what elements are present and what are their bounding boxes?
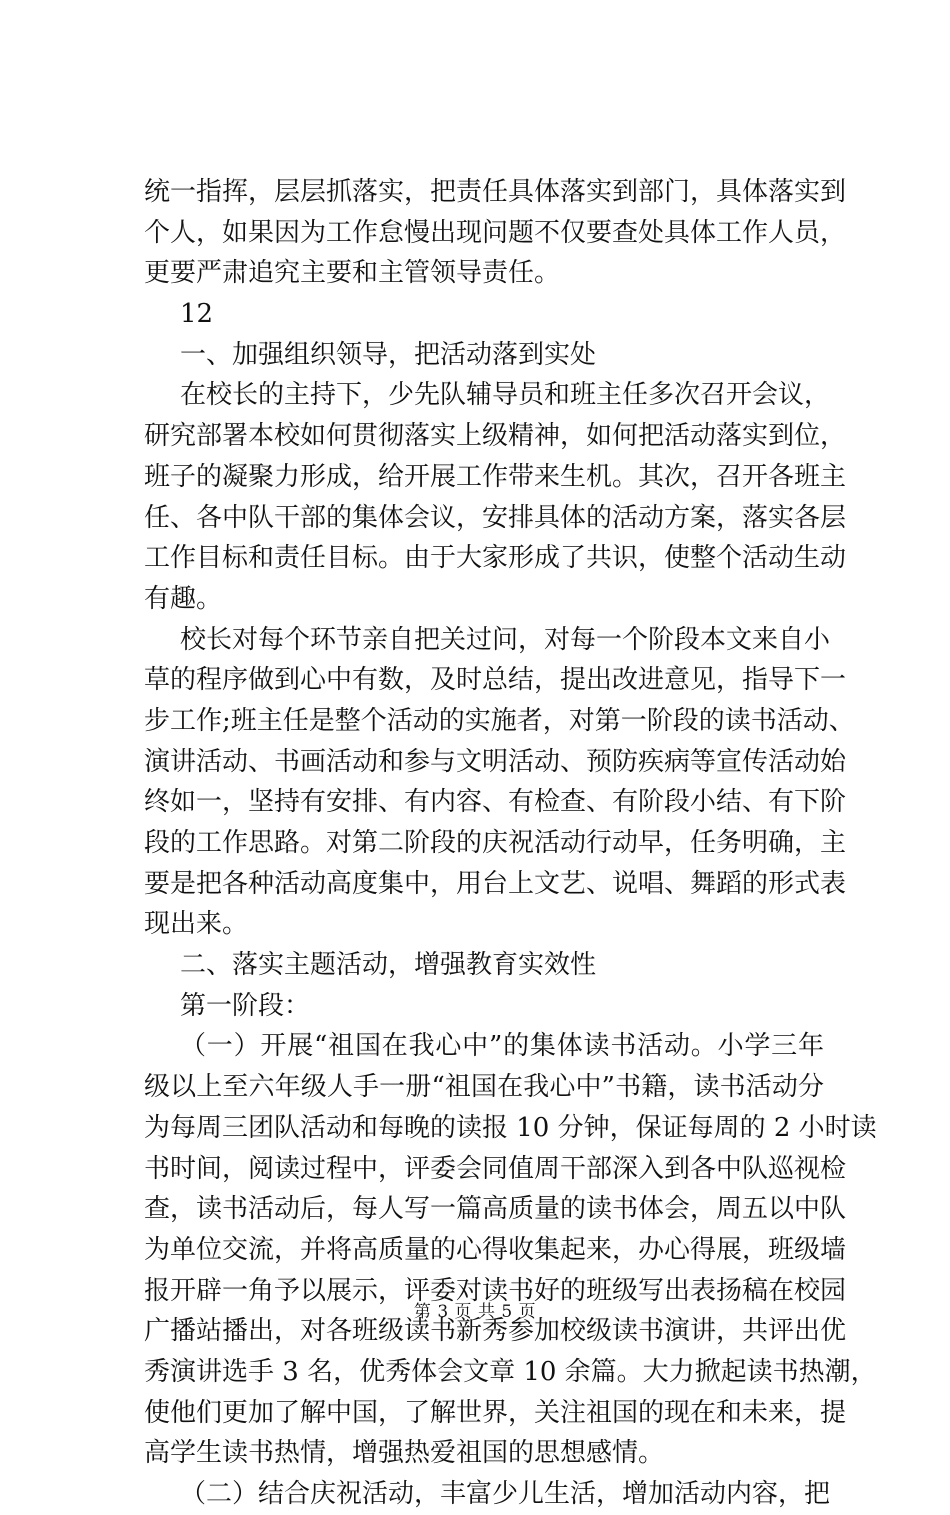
text-line: 任、各中队干部的集体会议，安排具体的活动方案，落实各层 [144,502,847,533]
text-line: 高学生读书热情，增强热爱祖国的思想感情。 [144,1438,665,1469]
text-line: 班子的凝聚力形成，给开展工作带来生机。其次，召开各班主 [144,461,847,492]
text-line: 为单位交流，并将高质量的心得收集起来，办心得展，班级墙 [144,1234,847,1265]
text-line: 校长对每个环节亲自把关过问，对每一个阶段本文来自小 [180,624,831,655]
text-line: 第一阶段： [180,990,311,1021]
text-line: 使他们更加了解中国，了解世界，关注祖国的现在和未来，提 [144,1397,847,1428]
text-line: 书时间，阅读过程中，评委会同值周干部深入到各中队巡视检 [144,1153,847,1184]
text-line: 一、加强组织领导，把活动落到实处 [180,339,597,370]
text-line: 统一指挥，层层抓落实，把责任具体落实到部门，具体落实到 [144,177,847,207]
text-line: 查，读书活动后，每人写一篇高质量的读书体会，周五以中队 [144,1194,847,1225]
text-line: 个人，如果因为工作怠慢出现问题不仅要查处具体工作人员， [144,217,847,248]
text-line: 秀演讲选手 3 名，优秀体会文章 10 余篇。大力掀起读书热潮， [144,1356,877,1387]
text-line: 演讲活动、书画活动和参与文明活动、预防疾病等宣传活动始 [144,746,847,777]
text-line: 广播站播出，对各班级读书新秀参加校级读书演讲，共评出优 [144,1316,847,1347]
text-line: 为每周三团队活动和每晚的读报 10 分钟，保证每周的 2 小时读 [144,1112,877,1143]
text-line: 级以上至六年级人手一册“祖国在我心中”书籍，读书活动分 [144,1072,824,1103]
text-line: 段的工作思路。对第二阶段的庆祝活动行动早，任务明确，主 [144,828,847,858]
text-line: 步工作;班主任是整个活动的实施者，对第一阶段的读书活动、 [144,705,855,736]
text-line: 要是把各种活动高度集中，用台上文艺、说唱、舞蹈的形式表 [144,868,847,899]
text-line: （二）结合庆祝活动，丰富少儿生活，增加活动内容，把 [180,1479,831,1509]
text-line: 在校长的主持下，少先队辅导员和班主任多次召开会议， [180,380,831,411]
text-line: 报开辟一角予以展示，评委对读书好的班级写出表扬稿在校园 [144,1275,847,1306]
text-line: 12 [180,299,214,330]
text-line: 有趣。 [144,583,223,614]
text-line: 更要严肃追究主要和主管领导责任。 [144,258,561,289]
text-line: 二、落实主题活动，增强教育实效性 [180,950,597,981]
text-line: 现出来。 [144,909,249,940]
text-line: 工作目标和责任目标。由于大家形成了共识，使整个活动生动 [144,543,847,574]
text-line: 终如一，坚持有安排、有内容、有检查、有阶段小结、有下阶 [144,787,847,818]
text-line: 草的程序做到心中有数，及时总结，提出改进意见，指导下一 [144,665,847,696]
page-footer: 第 3 页 共 5 页 [413,1302,537,1322]
text-line: 研究部署本校如何贯彻落实上级精神，如何把活动落实到位， [144,421,847,452]
text-line: （一）开展“祖国在我心中”的集体读书活动。小学三年 [180,1031,824,1062]
